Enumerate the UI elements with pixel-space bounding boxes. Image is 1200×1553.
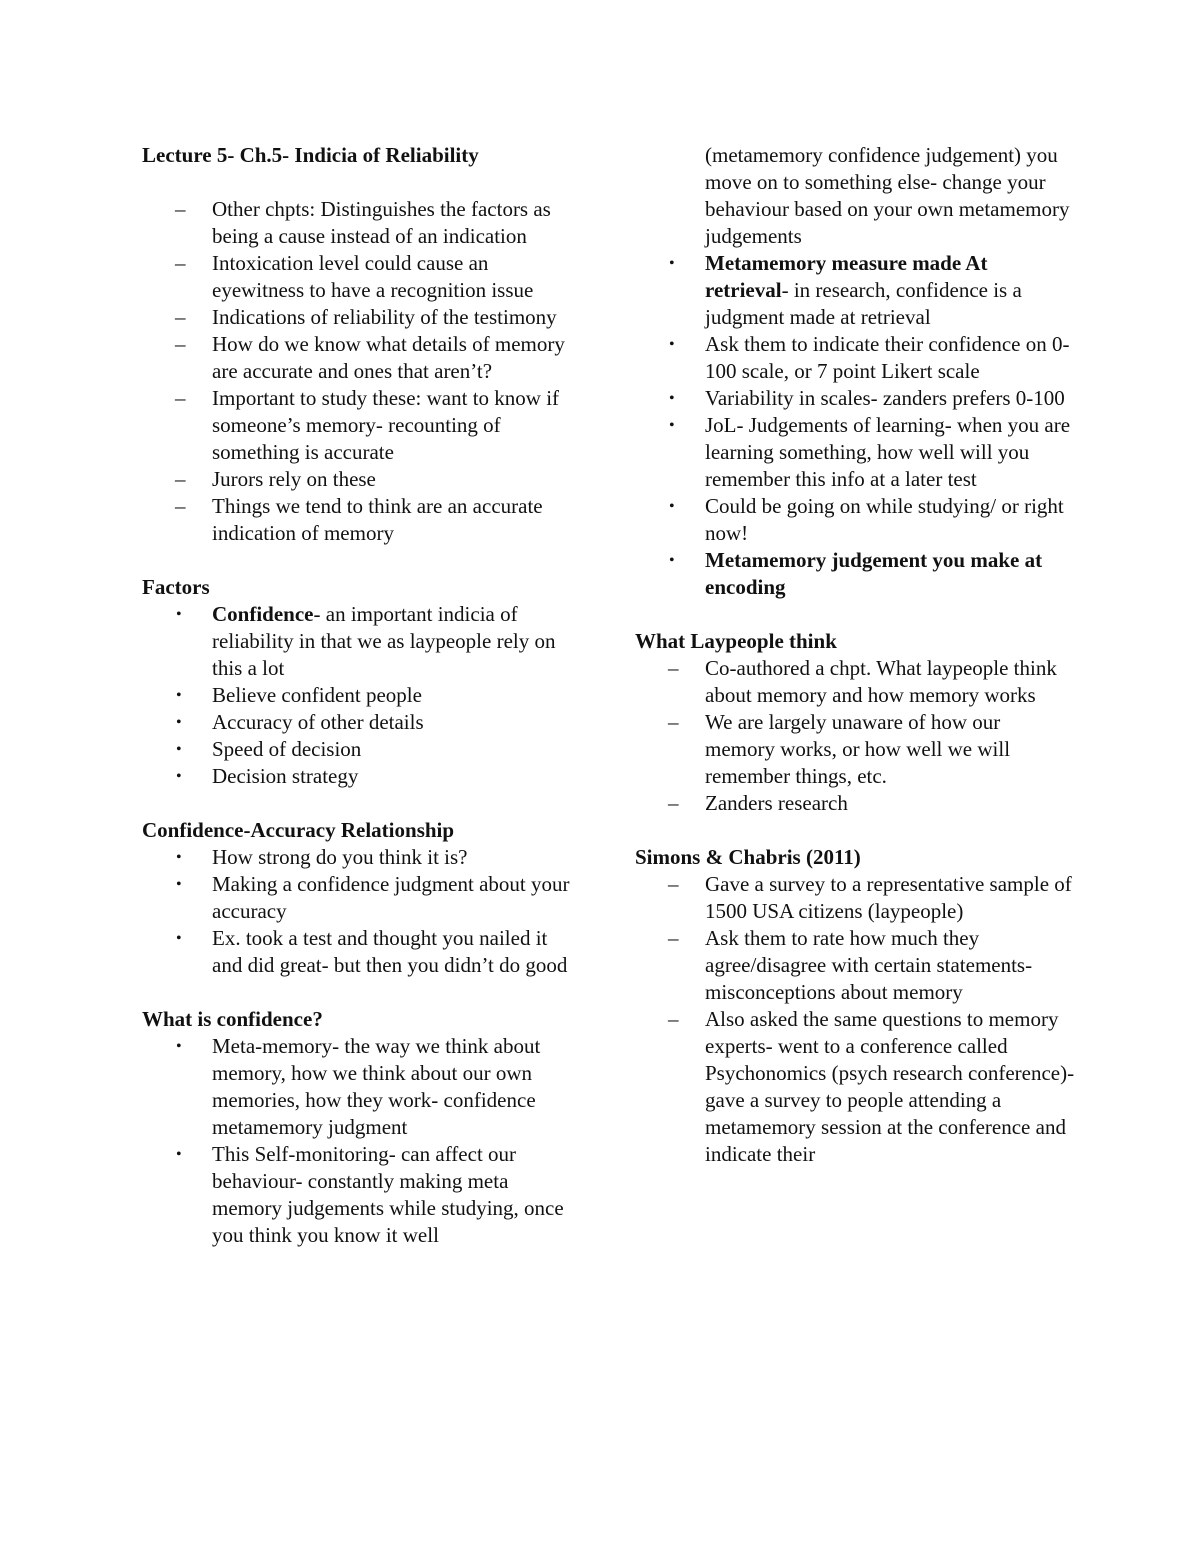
list-item: – Co-authored a chpt. What laypeople think about memory and how memory works xyxy=(668,656,1057,707)
dash-marker: – xyxy=(668,1007,679,1031)
bullet-marker: • xyxy=(176,741,182,758)
list-item: – Other chpts: Distinguishes the factors as being a cause instead of an indication xyxy=(175,197,551,248)
bullet-marker: • xyxy=(176,1146,182,1163)
list-item: – Intoxication level could cause an eyewitness to have a recognition issue xyxy=(175,251,534,302)
laypeople-heading: What Laypeople think xyxy=(635,629,837,653)
list-item: • Meta-memory- the way we think about memory, how we think about our own memories, how they work- confidence metamemory judgment xyxy=(176,1034,541,1139)
bullet-marker: • xyxy=(669,552,675,569)
intro-list xyxy=(142,196,582,547)
dash-marker: – xyxy=(175,386,186,410)
bullet-marker: • xyxy=(176,768,182,785)
confidence-accuracy-list xyxy=(142,844,582,979)
bullet-marker: • xyxy=(176,876,182,893)
confidence-accuracy-heading: Confidence-Accuracy Relationship xyxy=(142,818,455,842)
dash-marker: – xyxy=(175,467,186,491)
bullet-marker: • xyxy=(669,336,675,353)
dash-marker: – xyxy=(668,926,679,950)
bullet-marker: • xyxy=(176,606,182,623)
list-item: • Metamemory measure made At retrieval- in research, confidence is a judgment made at retrieval xyxy=(669,251,1022,329)
list-item: – Gave a survey to a representative sample of 1500 USA citizens (laypeople) xyxy=(668,872,1072,923)
bullet-marker: • xyxy=(176,930,182,947)
dash-marker: – xyxy=(175,197,186,221)
list-item: • Confidence- an important indicia of reliability in that we as laypeople rely on this a lot xyxy=(176,602,556,680)
list-item: • Decision strategy xyxy=(176,764,359,788)
dash-marker: – xyxy=(668,791,679,815)
list-item: – Ask them to rate how much they agree/disagree with certain statements- misconceptions about memory xyxy=(668,926,1033,1004)
simons-chabris-heading: Simons & Chabris (2011) xyxy=(635,845,861,869)
dash-marker: – xyxy=(668,656,679,680)
bullet-marker: • xyxy=(176,687,182,704)
list-item: • JoL- Judgements of learning- when you are learning something, how well will you remember this info at a later test xyxy=(669,413,1071,491)
bullet-marker: • xyxy=(176,714,182,731)
what-is-confidence-list xyxy=(142,1033,582,1249)
bullet-marker: • xyxy=(669,255,675,272)
list-item: • Metamemory judgement you make at encoding xyxy=(669,548,1043,599)
metamemory-list xyxy=(635,250,1075,601)
dash-marker: – xyxy=(668,710,679,734)
bullet-marker: • xyxy=(669,417,675,434)
list-item: • Could be going on while studying/ or right now! xyxy=(669,494,1064,545)
continued-text: (metamemory confidence judgement) you move on to something else- change your behaviour based on your own metamemory judgements xyxy=(705,143,1070,248)
what-is-confidence-heading: What is confidence? xyxy=(142,1007,323,1031)
list-item: • Ex. took a test and thought you nailed it and did great- but then you didn’t do good xyxy=(176,926,568,977)
dash-marker: – xyxy=(175,305,186,329)
list-item: • This Self-monitoring- can affect our behaviour- constantly making meta memory judgements while studying, once you think you know it well xyxy=(176,1142,564,1247)
laypeople-list xyxy=(635,655,1075,817)
list-item: • Accuracy of other details xyxy=(176,710,424,734)
list-item: – Also asked the same questions to memory experts- went to a conference called Psychonomics (psych research conference)- gave a survey to people attending a metamemory session at the conference and indicate their xyxy=(668,1007,1075,1166)
list-item: • Variability in scales- zanders prefers 0-100 xyxy=(669,386,1065,410)
list-item: • Making a confidence judgment about your accuracy xyxy=(176,872,570,923)
bullet-marker: • xyxy=(176,1038,182,1055)
factors-list xyxy=(142,601,582,790)
lecture-title: Lecture 5- Ch.5- Indicia of Reliability xyxy=(142,143,479,167)
list-item: – We are largely unaware of how our memory works, or how well we will remember things, etc. xyxy=(668,710,1011,788)
dash-marker: – xyxy=(175,332,186,356)
dash-marker: – xyxy=(175,251,186,275)
list-item: • Believe confident people xyxy=(176,683,422,707)
list-item: • Speed of decision xyxy=(176,737,362,761)
right-column xyxy=(635,142,1075,1168)
list-item: – How do we know what details of memory are accurate and ones that aren’t? xyxy=(175,332,565,383)
dash-marker: – xyxy=(175,494,186,518)
bullet-marker: • xyxy=(669,390,675,407)
list-item: – Indications of reliability of the testimony xyxy=(175,305,557,329)
list-item: – Zanders research xyxy=(668,791,848,815)
factors-heading: Factors xyxy=(142,575,210,599)
simons-chabris-list xyxy=(635,871,1075,1168)
bullet-marker: • xyxy=(176,849,182,866)
bullet-marker: • xyxy=(669,498,675,515)
list-item: – Jurors rely on these xyxy=(175,467,376,491)
list-item: • How strong do you think it is? xyxy=(176,845,468,869)
list-item: – Things we tend to think are an accurate indication of memory xyxy=(175,494,543,545)
list-item: – Important to study these: want to know if someone’s memory- recounting of something is accurate xyxy=(175,386,560,464)
list-item: • Ask them to indicate their confidence on 0-100 scale, or 7 point Likert scale xyxy=(669,332,1070,383)
left-column xyxy=(142,142,582,1249)
dash-marker: – xyxy=(668,872,679,896)
